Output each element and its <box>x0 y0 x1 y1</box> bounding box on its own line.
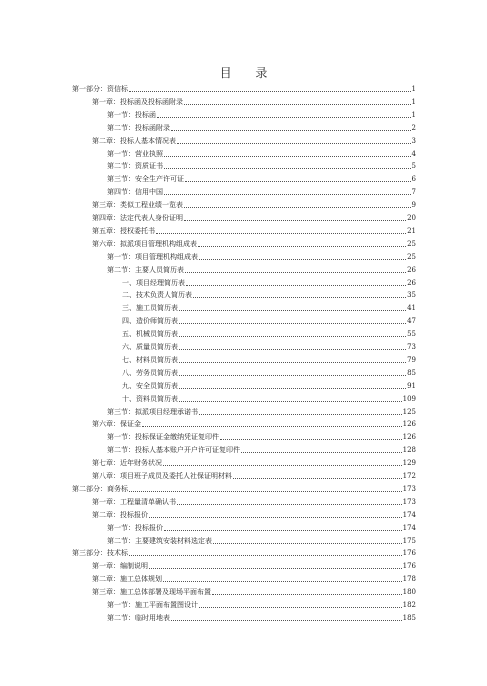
toc-entry[interactable] <box>92 198 416 210</box>
dot-leader <box>199 413 402 415</box>
dot-leader <box>163 580 402 582</box>
toc-entry[interactable] <box>107 521 416 533</box>
toc-entry-label: 第五章：授权委托书 <box>92 226 155 235</box>
toc-entry-label: 一、项目经理简历表 <box>122 278 185 287</box>
toc-entry-label: 第一章：工程量清单确认书 <box>92 497 176 506</box>
toc-entry-page: 91 <box>407 381 416 390</box>
toc-entry-page: 109 <box>402 394 416 403</box>
toc-entry-page: 55 <box>407 330 416 339</box>
toc-entry-page: 21 <box>407 226 416 235</box>
toc-entry-page: 5 <box>411 162 416 171</box>
dot-leader <box>164 155 411 157</box>
toc-entry-page: 25 <box>407 252 416 261</box>
toc-entry-page: 25 <box>407 239 416 248</box>
dot-leader <box>164 529 402 531</box>
toc-title: 目 录 <box>219 66 278 80</box>
toc-entry-page: 85 <box>407 368 416 377</box>
toc-entry-label: 第二部分：商务标 <box>72 484 128 493</box>
toc-entry-page: 174 <box>402 510 416 519</box>
toc-entry-label: 第一节：项目管理机构组成表 <box>107 252 198 261</box>
toc-entry[interactable] <box>107 185 416 197</box>
toc-entry-page: 1 <box>411 97 416 106</box>
toc-entry[interactable] <box>72 482 416 494</box>
toc-entry[interactable] <box>92 211 416 223</box>
toc-entry[interactable] <box>107 430 416 442</box>
dot-leader <box>193 296 406 298</box>
toc-entry[interactable] <box>92 456 416 468</box>
toc-entry-page: 73 <box>407 343 416 351</box>
toc-entry-label: 第二节：资质证书 <box>107 162 163 171</box>
dot-leader <box>129 90 411 92</box>
toc-entry-label: 九、安全员简历表 <box>122 381 178 390</box>
dot-leader <box>177 142 411 144</box>
toc-entry[interactable] <box>107 611 416 623</box>
dot-leader <box>179 387 406 389</box>
toc-entry[interactable] <box>72 546 416 558</box>
toc-entry-page: 6 <box>411 175 416 184</box>
dot-leader <box>179 322 406 324</box>
toc-entry[interactable] <box>92 134 416 146</box>
toc-entry-label: 第一章：编制说明 <box>92 562 148 571</box>
dot-leader <box>179 374 406 376</box>
toc-entry-label: 第一节：投标函 <box>107 110 156 119</box>
dot-leader <box>157 116 411 118</box>
toc-entry[interactable] <box>92 572 416 584</box>
dot-leader <box>179 309 406 311</box>
dot-leader <box>233 477 402 479</box>
dot-leader <box>164 193 411 195</box>
toc-entry[interactable] <box>122 353 416 365</box>
dot-leader <box>129 490 402 492</box>
toc-entry-page: 79 <box>407 355 416 364</box>
toc-entry-label: 第二章：施工总体规划 <box>92 575 162 584</box>
toc-entry-label: 第八章：项目班子成员及委托人社保证明材料 <box>92 472 232 480</box>
toc-entry[interactable] <box>92 508 416 520</box>
toc-entry[interactable] <box>92 95 416 107</box>
toc-entry-label: 六、质量员简历表 <box>122 343 178 351</box>
toc-entry[interactable] <box>122 366 416 378</box>
dot-leader <box>185 180 411 182</box>
toc-entry[interactable] <box>107 598 416 610</box>
dot-leader <box>179 348 406 350</box>
toc-entry[interactable] <box>122 327 416 339</box>
toc-entry-label: 第二节：主要人员简历表 <box>107 265 184 274</box>
toc-entry-label: 七、材料员简历表 <box>122 355 178 364</box>
toc-entry-page: 126 <box>402 420 416 429</box>
toc-entry[interactable] <box>122 314 416 326</box>
toc-entry-label: 八、劳务员简历表 <box>122 368 178 377</box>
toc-entry-label: 第六章：拟派项目管理机构组成表 <box>92 239 197 248</box>
toc-entry-page: 174 <box>402 523 416 532</box>
toc-entry-page: 180 <box>402 588 416 597</box>
toc-entry[interactable] <box>122 288 416 300</box>
toc-entry-label: 第二章：投标人基本情况表 <box>92 136 176 145</box>
toc-entry[interactable] <box>72 82 416 94</box>
dot-leader <box>184 219 406 221</box>
toc-entry-page: 185 <box>402 613 416 622</box>
toc-entry-label: 第三节：安全生产许可证 <box>107 175 184 184</box>
toc-entry[interactable] <box>122 379 416 391</box>
dot-leader <box>212 593 402 595</box>
toc-entry-label: 第三部分：技术标 <box>72 549 128 558</box>
toc-entry[interactable] <box>107 534 416 546</box>
toc-entry-page: 1 <box>411 110 416 119</box>
toc-entry-page: 172 <box>402 472 416 480</box>
toc-entry-page: 1 <box>411 85 416 93</box>
dot-leader <box>213 542 402 544</box>
toc-entry-label: 五、机械员简历表 <box>122 330 178 339</box>
toc-entry[interactable] <box>92 559 416 571</box>
toc-entry-page: 178 <box>402 575 416 584</box>
toc-entry[interactable] <box>92 469 416 481</box>
dot-leader <box>171 129 411 131</box>
dot-leader <box>129 554 402 556</box>
toc-entry-page: 125 <box>402 407 416 416</box>
toc-entry-label: 四、造价师简历表 <box>122 317 178 326</box>
toc-entry-page: 173 <box>402 484 416 493</box>
toc-entry-page: 4 <box>411 149 416 158</box>
toc-entry-label: 第二节：投标函附录 <box>107 123 170 132</box>
dot-leader <box>179 361 406 363</box>
toc-entry-page: 35 <box>407 291 416 300</box>
toc-entry[interactable] <box>107 147 416 159</box>
toc-entry-label: 二、技术负责人简历表 <box>122 291 192 300</box>
dot-leader <box>179 400 402 402</box>
toc-entry-page: 26 <box>407 278 416 287</box>
dot-leader <box>149 567 402 569</box>
toc-entry[interactable] <box>107 263 416 275</box>
toc-entry[interactable] <box>107 405 416 417</box>
toc-entry[interactable] <box>92 224 416 236</box>
toc-entry[interactable] <box>107 108 416 120</box>
toc-entry-page: 47 <box>407 317 416 326</box>
dot-leader <box>199 258 406 260</box>
toc-entry-page: 176 <box>402 562 416 571</box>
dot-leader <box>179 335 406 337</box>
toc-entry-page: 3 <box>411 136 416 145</box>
toc-entry-page: 26 <box>407 265 416 274</box>
dot-leader <box>186 284 406 286</box>
toc-entry-label: 第三章：施工总体部署及现场平面布置 <box>92 588 211 597</box>
toc-entry[interactable] <box>107 172 416 184</box>
toc-entry[interactable] <box>122 301 416 313</box>
toc-entry-label: 第二节：投标人基本账户开户许可证复印件 <box>107 446 240 455</box>
dot-leader <box>220 438 402 440</box>
toc-entry[interactable] <box>122 392 416 404</box>
toc-entry[interactable] <box>107 250 416 262</box>
toc-entry-page: 9 <box>411 201 416 210</box>
toc-entry-page: 41 <box>407 304 416 313</box>
toc-entry[interactable] <box>107 121 416 133</box>
toc-entry[interactable] <box>92 585 416 597</box>
toc-entry-label: 第一节：施工平面布置图设计 <box>107 601 198 609</box>
toc-entry[interactable] <box>92 237 416 249</box>
toc-entry-page: 128 <box>402 446 416 455</box>
toc-entry-page: 7 <box>411 188 416 197</box>
toc-entry[interactable] <box>122 276 416 288</box>
toc-entry[interactable] <box>107 443 416 455</box>
dot-leader <box>184 103 411 105</box>
toc-entry-label: 第四节：信用中国 <box>107 188 163 197</box>
toc-entry-label: 第一节：投标报价 <box>107 523 163 532</box>
toc-entry-page: 182 <box>402 601 416 609</box>
toc-entry-page: 126 <box>402 433 416 442</box>
toc-entry-label: 三、施工员简历表 <box>122 304 178 313</box>
toc-entry-page: 175 <box>402 536 416 545</box>
toc-entry-page: 129 <box>402 459 416 468</box>
toc-entry-label: 第一章：投标函及投标函附录 <box>92 97 183 106</box>
toc-entry-label: 第二章：投标报价 <box>92 510 148 519</box>
dot-leader <box>142 425 402 427</box>
dot-leader <box>198 245 406 247</box>
toc-entry-label: 第一节：营业执照 <box>107 149 163 158</box>
dot-leader <box>171 619 402 621</box>
toc-entry[interactable] <box>92 495 416 507</box>
toc-entry-page: 176 <box>402 549 416 558</box>
toc-entry-label: 第七章：近年财务状况 <box>92 459 162 468</box>
dot-leader <box>185 271 406 273</box>
dot-leader <box>241 451 402 453</box>
dot-leader <box>184 206 411 208</box>
toc-entry-label: 第三节：拟派项目经理承诺书 <box>107 407 198 416</box>
toc-entry-label: 第一节：投标保证金缴纳凭证复印件 <box>107 433 219 442</box>
dot-leader <box>164 167 411 169</box>
toc-entry-label: 第二节：临时用地表 <box>107 613 170 622</box>
dot-leader <box>163 464 402 466</box>
dot-leader <box>199 606 402 608</box>
toc-entry-page: 173 <box>402 497 416 506</box>
toc-entry[interactable] <box>92 417 416 429</box>
dot-leader <box>156 232 406 234</box>
dot-leader <box>177 503 402 505</box>
toc-entry-label: 第三章：类似工程业绩一览表 <box>92 201 183 210</box>
toc-entry-label: 第二节：主要建筑安装材料选定表 <box>107 536 212 545</box>
toc-entry-label: 第一部分：资信标 <box>72 85 128 93</box>
toc-entry-page: 2 <box>411 123 416 132</box>
dot-leader <box>149 516 402 518</box>
toc-entry-page: 20 <box>407 214 416 222</box>
toc-entry-label: 第四章：法定代表人身份证明 <box>92 214 183 222</box>
toc-entry-label: 第六章：保证金 <box>92 420 141 429</box>
toc-entry[interactable] <box>107 159 416 171</box>
toc-entry-label: 十、资料员简历表 <box>122 394 178 403</box>
toc-entry[interactable] <box>122 340 416 352</box>
